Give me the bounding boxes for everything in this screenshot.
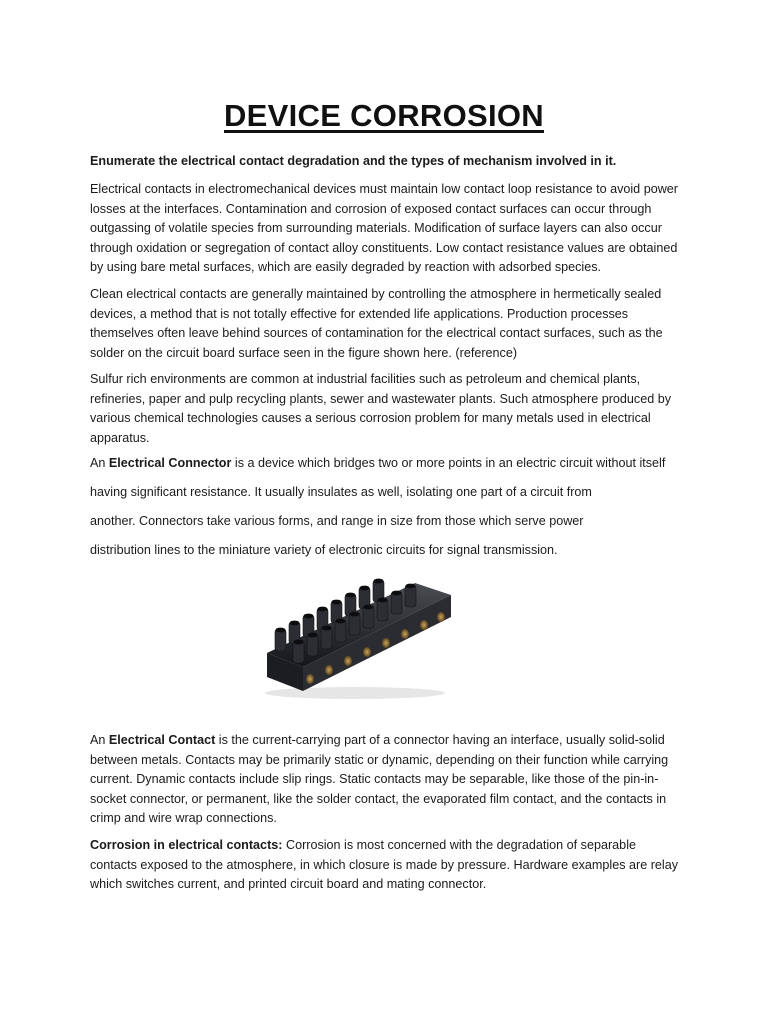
connector-prefix: An: [90, 456, 109, 470]
corrosion-term: Corrosion in electrical contacts:: [90, 838, 283, 852]
connector-line-4: distribution lines to the miniature variety of electronic circuits for signal transmission.: [90, 543, 558, 557]
contact-rest: is the current-carrying part of a connector having an interface, usually solid-solid between metals. Contacts may be primarily static or dynamic, depending on their function while carrying current. Dynamic contacts include slip rings. Static contacts may be separable, like those of the pin-in-socket connector, or permanent, like the solder contact, the evaporated film contact, and the contacts in crimp and wire wrap connections.: [90, 733, 669, 825]
contact-prefix: An: [90, 733, 109, 747]
paragraph-electrical-contact: [90, 731, 680, 829]
paragraph-corrosion: [90, 836, 680, 895]
question-text: Enumerate the electrical contact degradation and the types of mechanism involved in it.: [90, 154, 617, 168]
corrosion-rest: Corrosion is most concerned with the degradation of separable contacts exposed to the atmosphere, in which closure is made by pressure. Hardware examples are relay which switches current, and printed circuit board and mating connector.: [90, 838, 678, 891]
paragraph-sulfur: Sulfur rich environments are common at industrial facilities such as petroleum and chemical plants, refineries, paper and pulp recycling plants, sewer and wastewater plants. Such atmosphere produced by various chemical technologies causes a serious corrosion problem for many metals used in electrical apparatus.: [90, 372, 672, 445]
connector-line-1: [90, 456, 665, 470]
page-title: DEVICE CORROSION: [223, 98, 544, 133]
paragraph-contacts-intro: Electrical contacts in electromechanical devices must maintain low contact loop resistance to avoid power losses at the interfaces. Contamination and corrosion of exposed contact surfaces can occur through outgassing of volatile species from surrounding materials. Modification of surface layers can also occur through oxidation or segregation of contact alloy constituents. Low contact resistance values are obtained by using bare metal surfaces, which are easily degraded by reaction with adsorbed species.: [90, 182, 678, 274]
connector-line-1-rest: is a device which bridges two or more points in an electric circuit without itself: [231, 456, 666, 470]
connector-line-3: another. Connectors take various forms, and range in size from those which serve power: [90, 514, 584, 528]
paragraph-clean-contacts: Clean electrical contacts are generally maintained by controlling the atmosphere in hermetically sealed devices, a method that is not totally effective for extended life applications. Production processes themselves often leave behind sources of contamination for the electrical contact surfaces, such as the solder on the circuit board surface seen in the figure shown here. (reference): [90, 287, 663, 360]
contact-term: Electrical Contact: [108, 733, 216, 747]
terminal-block-image: [255, 575, 455, 705]
connector-line-2: having significant resistance. It usually insulates as well, isolating one part of a circuit from: [90, 485, 592, 499]
connector-term: Electrical Connector: [108, 456, 232, 470]
